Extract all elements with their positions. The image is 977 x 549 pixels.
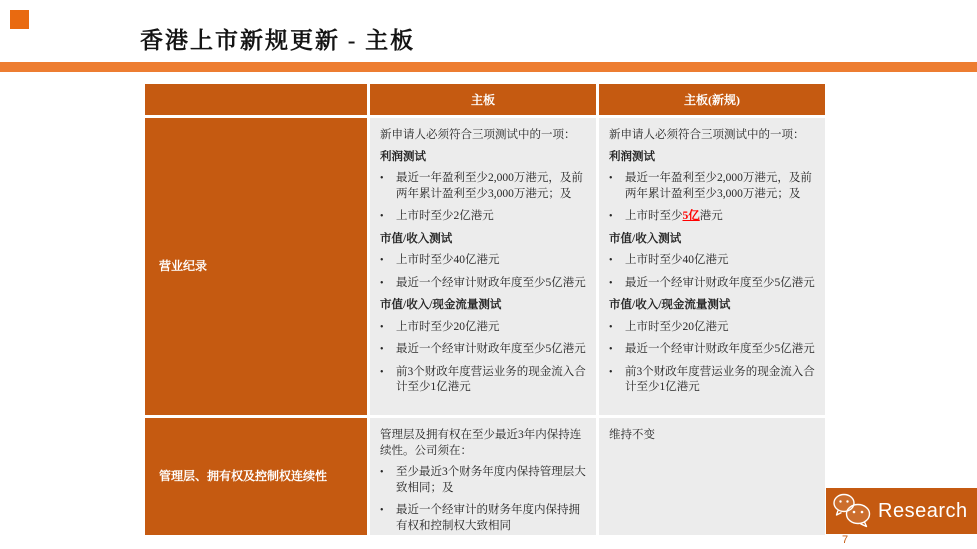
bullet-icon: •	[380, 277, 384, 289]
text-part: 市值/收入测试	[380, 232, 453, 245]
bullet-item	[609, 320, 815, 336]
text-part: 维持不变	[609, 429, 655, 441]
bullet-icon: •	[609, 211, 613, 223]
row-label-business-record: 营业纪录	[145, 118, 367, 415]
bullet-text	[625, 342, 815, 358]
highlighted-value: 5亿	[682, 210, 700, 223]
text-part: 港元	[699, 210, 723, 223]
text-part: 市值/收入测试	[609, 232, 682, 245]
bullet-text	[396, 276, 586, 292]
bullet-text	[625, 276, 815, 292]
bullet-icon: •	[609, 255, 613, 267]
bullet-icon: •	[380, 255, 384, 267]
bullet-icon: •	[609, 321, 613, 333]
bullet-item	[609, 365, 815, 396]
table-cell-continuity-old	[370, 418, 596, 535]
text-part: 新申请人必须符合三项测试中的一项：	[609, 129, 805, 141]
page-title: 香港上市新规更新 - 主板	[140, 28, 416, 53]
bullet-item	[609, 209, 815, 225]
text-part: 上市时至少2亿港元	[396, 210, 494, 223]
text-part: 市值/收入/现金流量测试	[609, 299, 731, 312]
text-part: 最近一个经审计财政年度至少5亿港元	[625, 276, 815, 289]
text-part: 利润测试	[380, 150, 426, 163]
bullet-text	[396, 209, 586, 225]
bullet-text	[625, 209, 815, 225]
bullet-text	[396, 342, 586, 358]
bullet-text	[396, 171, 586, 202]
bullet-icon: •	[380, 366, 384, 378]
bullet-item	[380, 503, 586, 534]
bullet-icon: •	[380, 467, 384, 479]
bullet-text	[625, 365, 815, 396]
bullet-icon: •	[380, 344, 384, 356]
bullet-item	[609, 171, 815, 202]
text-part: 市值/收入/现金流量测试	[380, 299, 502, 312]
bullet-icon: •	[380, 211, 384, 223]
cell-paragraph	[609, 428, 815, 444]
text-part: 管理层及拥有权在至少最近3年内保持连续性。公司须在：	[380, 429, 582, 457]
bullet-icon: •	[609, 344, 613, 356]
text-part: 上市时至少20亿港元	[625, 320, 729, 333]
bullet-text	[625, 253, 815, 269]
bullet-item	[380, 171, 586, 202]
table-cell-business-record-old	[370, 118, 596, 415]
table-cell-business-record-new	[599, 118, 825, 415]
bullet-item	[609, 342, 815, 358]
header-cell-mainboard: 主板	[370, 84, 596, 115]
text-part: 前3个财政年度营运业务的现金流入合计至少1亿港元	[396, 365, 586, 394]
bullet-item	[380, 276, 586, 292]
bullet-item	[380, 365, 586, 396]
bullet-item	[380, 342, 586, 358]
page-number: 7	[842, 534, 849, 546]
text-part: 新申请人必须符合三项测试中的一项：	[380, 129, 576, 141]
text-part: 上市时至少20亿港元	[396, 320, 500, 333]
accent-bar	[0, 62, 977, 72]
section-heading	[609, 232, 815, 248]
research-logo-block	[826, 488, 977, 534]
text-part: 最近一个经审计财政年度至少5亿港元	[396, 343, 586, 356]
table-cell-continuity-new	[599, 418, 825, 535]
bullet-item	[380, 209, 586, 225]
bullet-text	[625, 171, 815, 202]
bullet-text	[625, 320, 815, 336]
header-cell-mainboard-new: 主板(新规)	[599, 84, 825, 115]
bullet-icon: •	[380, 505, 384, 517]
text-part: 最近一个经审计的财务年度内保持拥有权和控制权大致相同	[396, 504, 580, 532]
section-heading	[609, 298, 815, 314]
section-heading	[380, 298, 586, 314]
bullet-item	[380, 465, 586, 496]
bullet-text	[396, 465, 586, 496]
bullet-text	[396, 503, 586, 534]
text-part: 最近一年盈利至少2,000万港元，及前两年累计盈利至少3,000万港元；及	[396, 172, 583, 200]
text-part: 最近一个经审计财政年度至少5亿港元	[625, 343, 815, 356]
text-part: 利润测试	[609, 150, 655, 163]
text-part: 最近一年盈利至少2,000万港元，及前两年累计盈利至少3,000万港元；及	[625, 172, 812, 200]
research-logo-text: Research	[878, 499, 968, 522]
text-part: 最近一个经审计财政年度至少5亿港元	[396, 276, 586, 289]
section-heading	[380, 232, 586, 248]
bullet-icon: •	[609, 366, 613, 378]
bullet-icon: •	[380, 321, 384, 333]
text-part: 上市时至少40亿港元	[625, 254, 729, 267]
cell-paragraph	[609, 128, 815, 144]
bullet-item	[380, 320, 586, 336]
bullet-item	[609, 276, 815, 292]
cell-paragraph	[380, 128, 586, 144]
bullet-text	[396, 320, 586, 336]
header-cell-blank	[145, 84, 367, 115]
text-part: 前3个财政年度营运业务的现金流入合计至少1亿港元	[625, 365, 815, 394]
wechat-icon	[830, 492, 874, 530]
slide-accent-square	[10, 10, 29, 29]
bullet-item	[380, 253, 586, 269]
bullet-text	[396, 365, 586, 396]
section-heading	[609, 150, 815, 166]
bullet-icon: •	[609, 277, 613, 289]
bullet-text	[396, 253, 586, 269]
cell-paragraph	[380, 428, 586, 459]
text-part: 上市时至少40亿港元	[396, 254, 500, 267]
row-label-continuity: 管理层、拥有权及控制权连续性	[145, 418, 367, 535]
section-heading	[380, 150, 586, 166]
bullet-item	[609, 253, 815, 269]
bullet-icon: •	[380, 173, 384, 185]
text-part: 上市时至少	[625, 210, 683, 223]
comparison-table	[145, 84, 825, 535]
bullet-icon: •	[609, 173, 613, 185]
text-part: 至少最近3个财务年度内保持管理层大致相同；及	[396, 466, 586, 494]
